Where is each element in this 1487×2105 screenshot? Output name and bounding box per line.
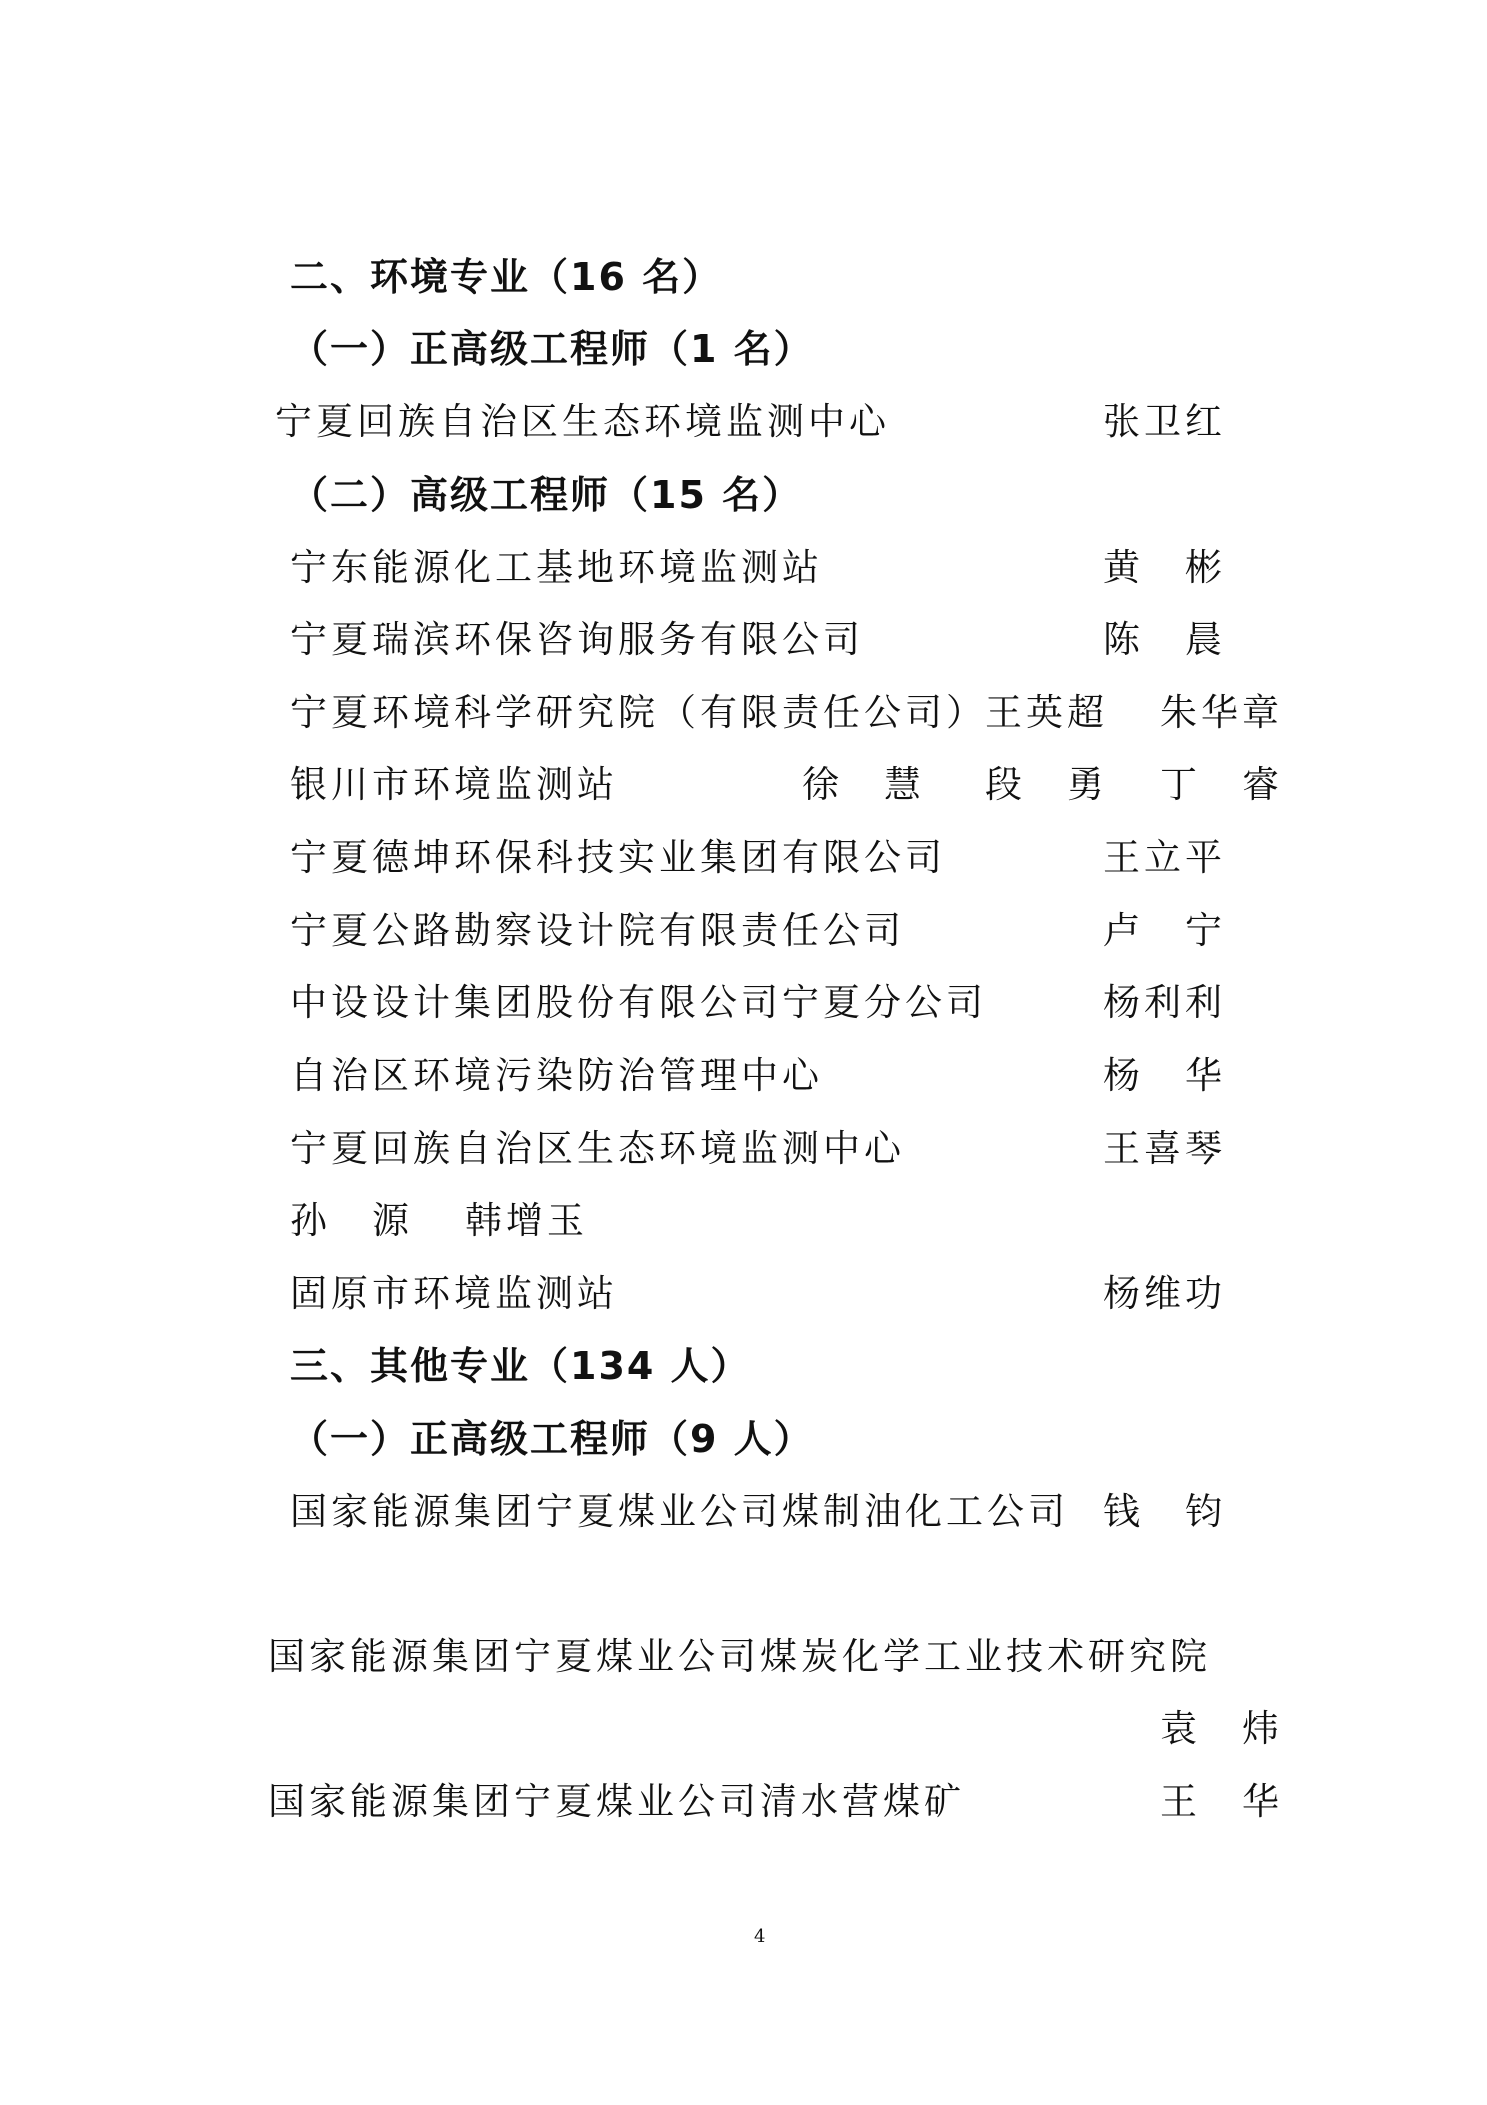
entry-org: 国家能源集团宁夏煤业公司清水营煤矿 xyxy=(268,1780,965,1823)
entry-name: 丁 睿 xyxy=(1160,763,1283,806)
section-heading-other: 三、其他专业（134 人） xyxy=(290,1344,751,1388)
entry-name: 袁 炜 xyxy=(1160,1707,1283,1750)
subsection-heading-senior: （二）高级工程师（15 名） xyxy=(290,473,803,517)
entry-org: 宁夏回族自治区生态环境监测中心 xyxy=(275,400,890,443)
entry-org: 固原市环境监测站 xyxy=(290,1272,618,1315)
entry-name: 王喜琴 xyxy=(1103,1127,1226,1170)
entry-org: 宁夏德坤环保科技实业集团有限公司 xyxy=(290,836,946,879)
entry-name: 孙 源 xyxy=(290,1199,413,1242)
entry-org: 宁东能源化工基地环境监测站 xyxy=(290,546,823,589)
entry-org: 国家能源集团宁夏煤业公司煤制油化工公司 xyxy=(290,1490,1069,1533)
section-heading-environment: 二、环境专业（16 名） xyxy=(290,255,723,299)
entry-name: 段 勇 xyxy=(985,763,1108,806)
entry-name: 黄 彬 xyxy=(1103,546,1226,589)
entry-name: 朱华章 xyxy=(1160,691,1283,734)
page-number: 4 xyxy=(754,1926,766,1947)
entry-org: 自治区环境污染防治管理中心 xyxy=(290,1054,823,1097)
subsection-heading-senior-professor: （一）正高级工程师（1 名） xyxy=(290,327,814,371)
entry-name: 杨利利 xyxy=(1103,981,1226,1024)
entry-org: 国家能源集团宁夏煤业公司煤炭化学工业技术研究院 xyxy=(268,1635,1211,1678)
entry-org: 银川市环境监测站 xyxy=(290,763,618,806)
entry-org: 宁夏公路勘察设计院有限责任公司 xyxy=(290,909,905,952)
entry-name: 徐 慧 xyxy=(802,763,925,806)
entry-name: 王英超 xyxy=(985,691,1108,734)
entry-name: 卢 宁 xyxy=(1103,909,1226,952)
entry-org: 宁夏环境科学研究院（有限责任公司） xyxy=(290,691,987,734)
entry-name: 陈 晨 xyxy=(1103,618,1226,661)
entry-name: 杨维功 xyxy=(1103,1272,1226,1315)
entry-name: 韩增玉 xyxy=(465,1199,588,1242)
entry-org: 宁夏回族自治区生态环境监测中心 xyxy=(290,1127,905,1170)
entry-name: 钱 钧 xyxy=(1103,1490,1226,1533)
entry-name: 王立平 xyxy=(1103,836,1226,879)
entry-name: 王 华 xyxy=(1160,1780,1283,1823)
entry-org: 中设设计集团股份有限公司宁夏分公司 xyxy=(290,981,987,1024)
entry-name: 杨 华 xyxy=(1103,1054,1226,1097)
entry-org: 宁夏瑞滨环保咨询服务有限公司 xyxy=(290,618,864,661)
entry-name: 张卫红 xyxy=(1103,400,1226,443)
subsection-heading-senior-professor: （一）正高级工程师（9 人） xyxy=(290,1417,814,1461)
